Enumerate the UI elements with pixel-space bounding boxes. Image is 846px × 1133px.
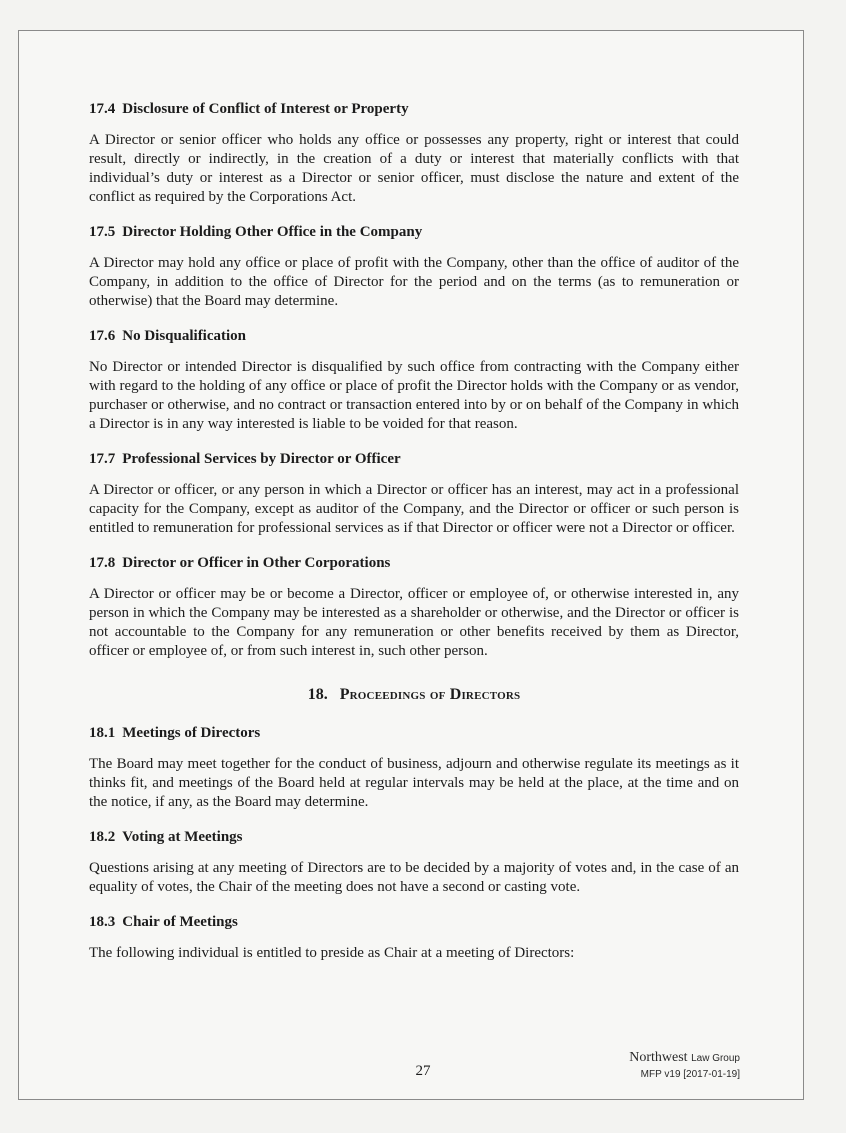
section-paragraph: The following individual is entitled to preside as Chair at a meeting of Directors:: [89, 945, 575, 961]
firm-name: Northwest Law Group: [629, 1050, 740, 1065]
part-heading: 18. Proceedings of Directors: [307, 686, 521, 703]
section-paragraph: A Director or officer, or any person in which a Director or officer has an interest, may act in a professional capacity for the Company, except as auditor of the Company, and the Director or officer or such person is entitled to remuneration for professional services as if that Director or officer were not a Director or officer.: [89, 482, 739, 536]
section-heading: 17.8 Director or Officer in Other Corporations: [89, 555, 391, 571]
section-heading: 17.6 No Disqualification: [89, 328, 247, 344]
section-heading: 17.7 Professional Services by Director or Officer: [89, 451, 401, 467]
section-paragraph: A Director may hold any office or place of profit with the Company, other than the office of auditor of the Company, in addition to the office of Director for the period and on the terms (as to remuneration or otherwise) that the Board may determine.: [89, 255, 739, 309]
section-paragraph: Questions arising at any meeting of Directors are to be decided by a majority of votes and, in the case of an equality of votes, the Chair of the meeting does not have a second or casting vote.: [89, 860, 739, 895]
version-label: MFP v19 [2017-01-19]: [640, 1069, 740, 1080]
section-heading: 18.3 Chair of Meetings: [89, 914, 238, 930]
footer-brand: [629, 1050, 740, 1083]
page-number: 27: [415, 1063, 431, 1079]
section-heading: 18.2 Voting at Meetings: [89, 829, 243, 845]
section-paragraph: A Director or officer may be or become a Director, officer or employee of, or otherwise interested in, any person in which the Company may be interested as a shareholder or otherwise, and the Director or officer is not accountable to the Company for any remuneration or other benefits received by them as Director, officer or employee of, or from such interest in, such other person.: [89, 586, 739, 659]
section-heading: 17.5 Director Holding Other Office in the Company: [89, 224, 423, 240]
section-heading: 17.4 Disclosure of Conflict of Interest or Property: [89, 101, 409, 117]
section-paragraph: A Director or senior officer who holds any office or possesses any property, right or interest that could result, directly or indirectly, in the creation of a duty or interest that materially conflicts with that individual’s duty or interest as a Director or senior officer, must disclose the nature and extent of the conflict as required by the Corporations Act.: [89, 132, 739, 205]
section-paragraph: No Director or intended Director is disqualified by such office from contracting with the Company either with regard to the holding of any office or place of profit the Director holds with the Company or as vendor, purchaser or otherwise, and no contract or transaction entered into by or on behalf of the Company in which a Director is in any way interested is liable to be voided for that reason.: [89, 359, 739, 432]
section-heading: 18.1 Meetings of Directors: [89, 725, 261, 741]
document-body: [89, 100, 739, 979]
section-paragraph: The Board may meet together for the conduct of business, adjourn and otherwise regulate its meetings as it thinks fit, and meetings of the Board held at regular intervals may be held at the place, at the time and on the notice, if any, as the Board may determine.: [89, 756, 739, 810]
